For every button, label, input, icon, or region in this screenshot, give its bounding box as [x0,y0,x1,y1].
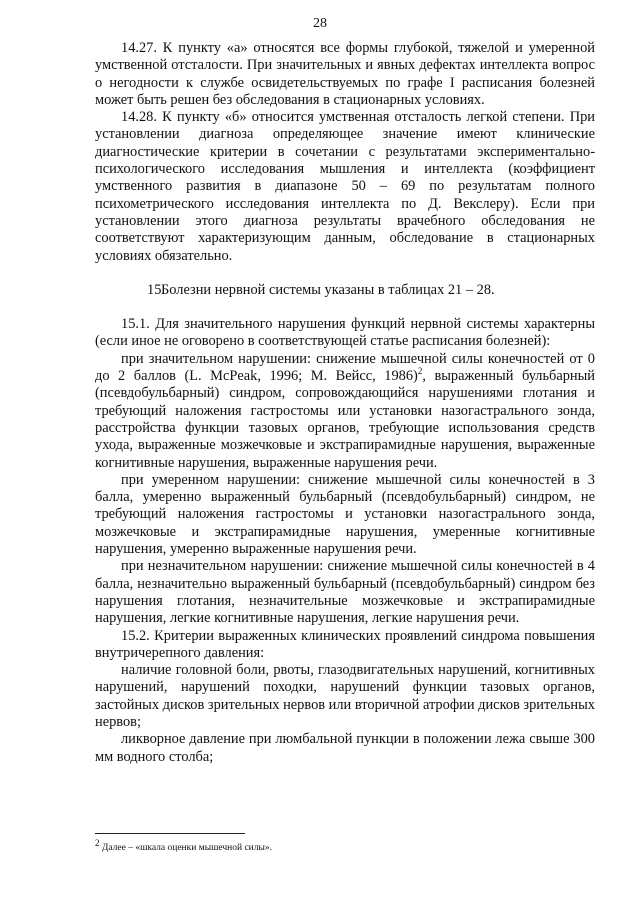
section-15-title: Болезни нервной системы указаны в таблицах 21 – 28. [161,281,495,298]
paragraph-15-2: 15.2. Критерии выраженных клинических проявлений синдрома повышения внутричерепного давления: [95,627,595,661]
significant-text-a: при значительном нарушении: снижение мышечной силы конечностей от 0 до 2 баллов (L. McPeak, 1996; М. Вейсс, 1986) [95,350,595,385]
page-number: 28 [313,16,327,31]
paragraph-15-1-minor: при незначительном нарушении: снижение мышечной силы конечностей в 4 балла, незначительно выраженный бульбарный (псевдобульбарный) синдром без нарушения глотания, незначительные мозжечковые и экстрапирамидные нарушения, легкие когнитивные нарушения, легкие нарушения речи. [95,558,595,627]
paragraph-15-2-pressure: ликворное давление при люмбальной пункции в положении лежа свыше 300 мм водного столба; [95,731,595,765]
footnote-ref: 2 [417,366,423,377]
paragraph-14-27: 14.27. К пункту «а» относятся все формы глубокой, тяжелой и умеренной умственной отсталости. При значительных и явных дефектах интеллекта вопрос о негодности к службе освидетельствуемых по графе I расписания болезней может быть решен без обследования в стационарных условиях. [95,40,595,108]
page-body [95,40,595,766]
section-15-heading [95,282,595,299]
footnote-mark: 2 [95,837,100,848]
paragraph-15-1-moderate: при умеренном нарушении: снижение мышечной силы конечностей в 3 балла, умеренно выраженный бульбарный (псевдобульбарный) синдром, не требующий наложения гастростомы и установки назогастрального зонда, мозжечковые и экстрапирамидные нарушения, умеренные когнитивные нарушения, умеренно выраженные нарушения речи. [95,471,595,558]
paragraph-15-2-symptoms: наличие головной боли, рвоты, глазодвигательных нарушений, когнитивных нарушений, нарушений походки, нарушений функции тазовых органов, застойных дисков зрительных нервов или вторичной атрофии дисков зрительных нервов; [95,662,595,730]
section-15-number: 15. [147,281,165,298]
footnote-divider [95,833,245,834]
footnote-text: Далее – «шкала оценки мышечной силы». [99,843,273,853]
paragraph-14-28: 14.28. К пункту «б» относится умственная отсталость легкой степени. При установлении диагноза определяющее значение имеют клинические диагностические критерии в сочетании с результатами экспериментально-психологического исследования мышления и интеллекта (коэффициент умственного развития в диапазоне 50 – 69 по результатам полного психометрического исследования интеллекта по Д. Векслеру). Если при установлении этого диагноза результаты врачебного обследования не соответствуют характеризующим данным, обследование в стационарных условиях обязательно. [95,109,595,264]
paragraph-15-1-significant [95,351,595,472]
footnote [95,837,595,854]
significant-text-b: , выраженный бульбарный (псевдобульбарный) синдром, сопровождающийся нарушениями глотания и требующий наложения гастростомы или установки назогастрального зонда, расстройства функции тазовых органов, требующие использования средств ухода, выраженные мозжечковые и экстрапирамидные нарушения, выраженные когнитивные нарушения, выраженные нарушения речи. [95,368,596,471]
paragraph-15-1: 15.1. Для значительного нарушения функций нервной системы характерны (если иное не оговорено в соответствующей статье расписания болезней): [95,316,595,350]
